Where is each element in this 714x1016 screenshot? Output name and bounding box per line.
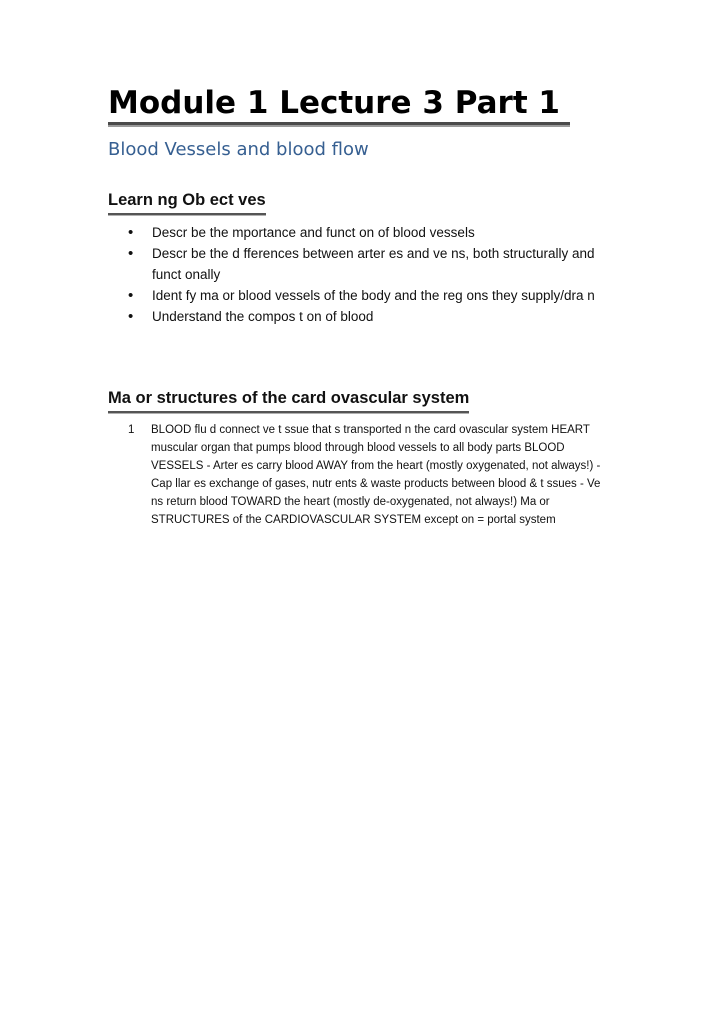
list-item bbox=[128, 222, 608, 243]
list-item-text: Understand the compos t on of blood bbox=[152, 309, 374, 324]
list-item bbox=[128, 306, 608, 327]
list-item-text: Descr be the d fferences between arter es and ve ns, both structurally and funct onally bbox=[152, 246, 595, 282]
objectives-heading: Learn ng Ob ect ves bbox=[108, 189, 266, 215]
list-item-text: Ident fy ma or blood vessels of the body and the reg ons they supply/dra n bbox=[152, 288, 595, 303]
structures-heading: Ma or structures of the card ovascular system bbox=[108, 387, 469, 413]
list-item bbox=[128, 285, 608, 306]
page-subtitle: Blood Vessels and blood ﬂow bbox=[108, 139, 369, 160]
bullet-icon: • bbox=[128, 224, 134, 241]
bullet-icon: • bbox=[128, 287, 134, 304]
item-number: 1 bbox=[128, 424, 135, 436]
item-paragraph: BLOOD flu d connect ve t ssue that s transported n the card ovascular system HEART muscular organ that pumps blood through blood vessels to all body parts BLOOD VESSELS - Arter es carry blood AWAY from the heart (mostly oxygenated, not always!) - Cap llar es exchange of gases, nutr ents & waste products between blood & t ssues - Ve ns return blood TOWARD the heart (mostly de-oxygenated, not always!) Ma or STRUCTURES of the CARDIOVASCULAR SYSTEM except on = portal system bbox=[151, 424, 601, 526]
numbered-list-item bbox=[128, 421, 608, 529]
bullet-icon: • bbox=[128, 308, 134, 325]
page-title: Module 1 Lecture 3 Part 1 bbox=[108, 84, 570, 125]
bullet-icon: • bbox=[128, 245, 134, 262]
title-block bbox=[108, 84, 570, 125]
objectives-list bbox=[128, 222, 608, 327]
list-item-text: Descr be the mportance and funct on of blood vessels bbox=[152, 225, 475, 240]
list-item bbox=[128, 243, 608, 285]
